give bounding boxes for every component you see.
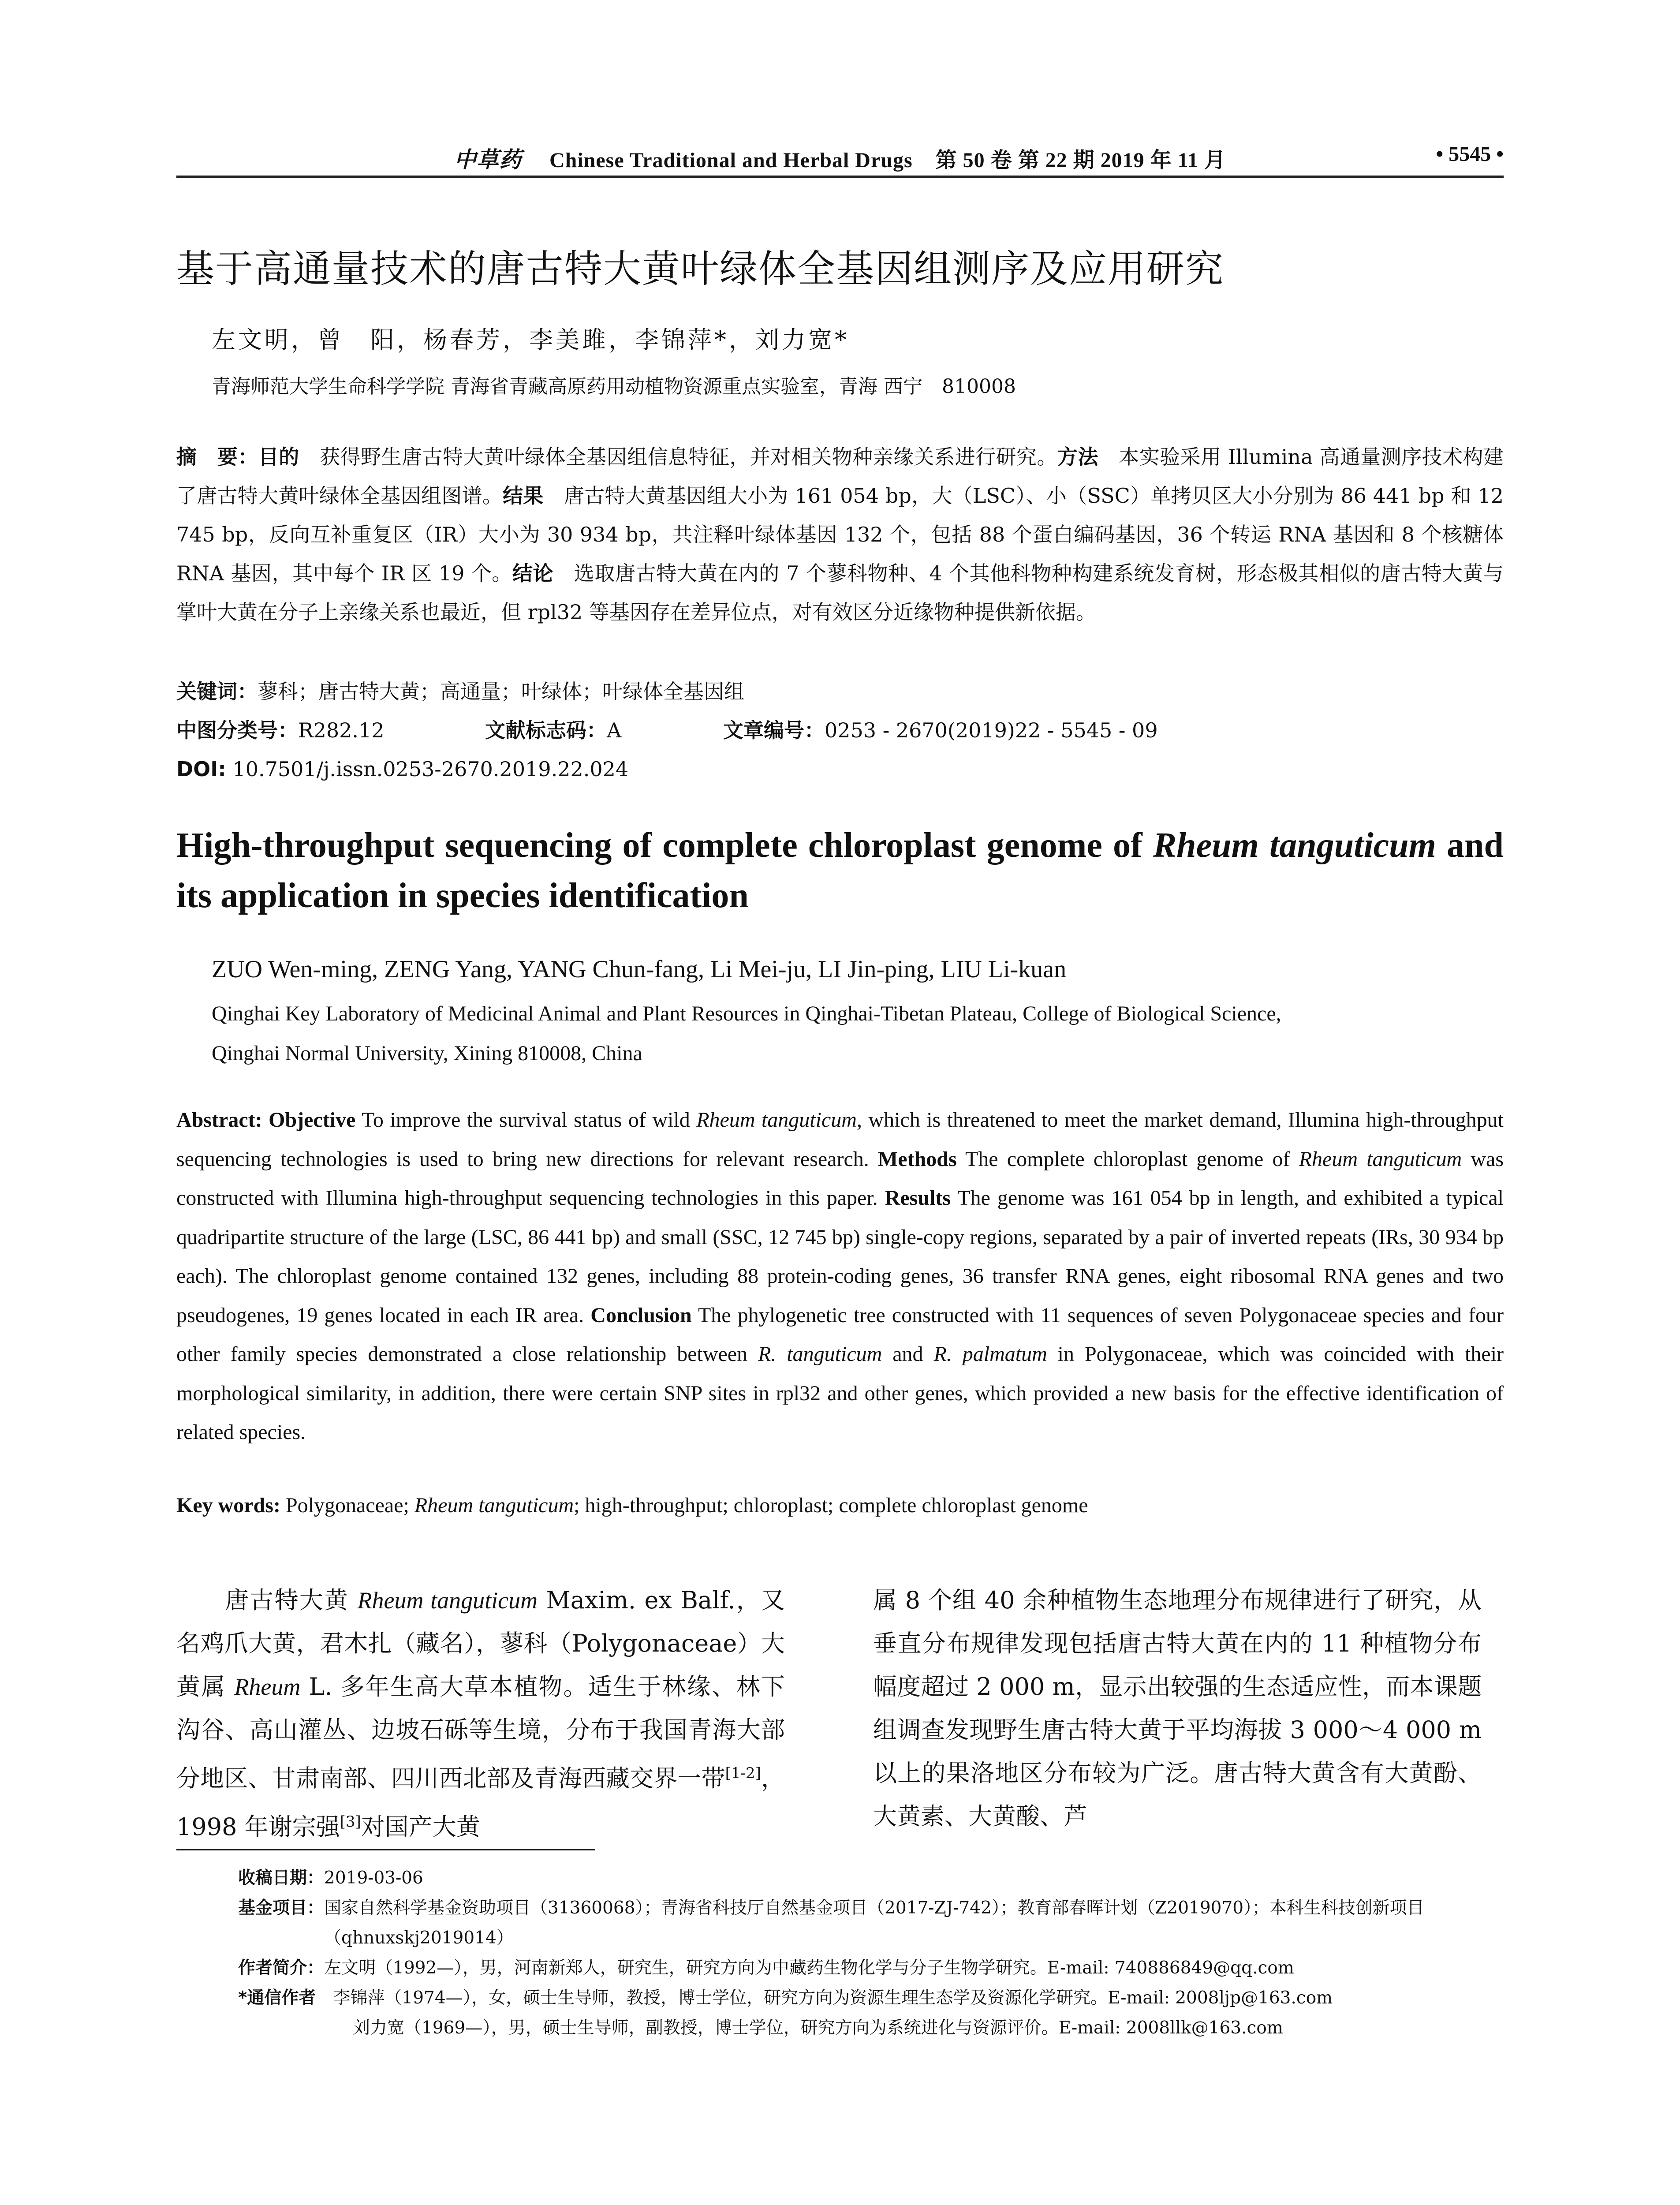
- classification-line: [176, 711, 1504, 750]
- footnote-received-label: 收稿日期：: [238, 1868, 325, 1888]
- footnote-rule: [176, 1849, 595, 1850]
- footnote-fund-label: 基金项目：: [238, 1898, 325, 1918]
- affiliation-en-line1: Qinghai Key Laboratory of Medicinal Animal and Plant Resources in Qinghai-Tibetan Plateau, College of Biological Science,: [212, 1002, 1281, 1025]
- doi-label: DOI:: [176, 757, 226, 781]
- header-rule: [176, 176, 1504, 178]
- abstract-cn-methods: 本实验采用 Illumina 高通量测序技术构建了唐古特大黄叶绿体全基因组图谱。: [176, 445, 1504, 508]
- article-number-value: 0253 - 2670(2019)22 - 5545 - 09: [825, 718, 1158, 742]
- abstract-en-conclusion-species1: R. tanguticum: [758, 1342, 882, 1366]
- affiliation-cn: 青海师范大学生命科学学院 青海省青藏高原药用动植物资源重点实验室，青海 西宁 810008: [212, 375, 1016, 398]
- abstract-cn-methods-label: 方法: [1057, 445, 1098, 469]
- body-left-e: 对国产大黄: [361, 1813, 480, 1841]
- body-column-right: 属 8 个组 40 余种植物生态地理分布规律进行了研究，从垂直分布规律发现包括唐古特大黄在内的 11 种植物分布幅度超过 2 000 m，显示出较强的生态适应性，而本课题组调查发现野生唐古特大黄于平均海拔 3 000～4 000 m 以上的果洛地区分布较为广泛。唐古特大黄含有大黄酚、大黄素、大黄酸、芦: [873, 1586, 1482, 1830]
- footnote-author: [238, 1953, 1504, 1983]
- abstract-en-conclusion-a: The phylogenetic tree constructed with 11 sequences of seven Polygonaceae species and four other family species demonstrated a close relationship between: [176, 1303, 1504, 1366]
- citation-1-2[interactable]: [1-2]: [725, 1764, 761, 1782]
- keywords-en-species: Rheum tanguticum: [414, 1494, 574, 1517]
- footnote-received: [238, 1863, 1504, 1893]
- footnote-corresponding-label: *通信作者: [238, 1988, 333, 2008]
- doi-line: [176, 750, 628, 789]
- title-en-part2: and its application in species identification: [176, 826, 1504, 915]
- footnote-corresponding-2: 刘力宽（1969—），男，硕士生导师，副教授，博士学位，研究方向为系统进化与资源评价。E-mail: 2008llk@163.com: [353, 2018, 1283, 2038]
- page-number: • 5545 •: [1436, 142, 1504, 166]
- footnote-corresponding: [238, 1983, 1504, 2013]
- body-left-genus: Rheum: [234, 1674, 301, 1700]
- footnote-corresponding-1: 李锦萍（1974—），女，硕士生导师，教授，博士学位，研究方向为资源生理生态学及资源化学研究。E-mail: 2008ljp@163.com: [333, 1988, 1333, 2008]
- keywords-en-b: ; high-throughput; chloroplast; complete chloroplast genome: [574, 1494, 1088, 1517]
- footnote-fund-text: 国家自然科学基金资助项目（31360068）；青海省科技厅自然基金项目（2017-ZJ-742）；教育部春晖计划（Z2019070）；本科生科技创新项目（qhnuxskj2019014）: [324, 1898, 1424, 1948]
- journal-name-en: Chinese Traditional and Herbal Drugs: [549, 149, 913, 172]
- authors-cn: 左文明，曾 阳，杨春芳，李美雎，李锦萍*，刘力宽*: [212, 326, 849, 354]
- abstract-cn-label: 摘 要：: [176, 445, 258, 469]
- authors-en: ZUO Wen-ming, ZENG Yang, YANG Chun-fang, Li Mei-ju, LI Jin-ping, LIU Li-kuan: [212, 956, 1067, 983]
- doi-value[interactable]: 10.7501/j.issn.0253-2670.2019.22.024: [232, 757, 629, 781]
- abstract-en-objective-label: Objective: [269, 1108, 356, 1132]
- title-en-species: Rheum tanguticum: [1153, 826, 1436, 865]
- clc-label: 中图分类号：: [176, 718, 298, 742]
- keywords-en-label: Key words:: [176, 1494, 280, 1517]
- abstract-en: [176, 1101, 1504, 1452]
- footnotes: [238, 1863, 1504, 2043]
- footnote-received-text: 2019-03-06: [324, 1868, 423, 1888]
- abstract-en-results: The genome was 161 054 bp in length, and exhibited a typical quadripartite structure of the large (LSC, 86 441 bp) and small (SSC, 12 745 bp) single-copy regions, separated by a pair of inverted repeats (IRs, 30 934 bp each). The chloroplast genome contained 132 genes, including 88 protein-coding genes, 36 transfer RNA genes, eight ribosomal RNA genes and two pseudogenes, 19 genes located in each IR area.: [176, 1186, 1504, 1327]
- keywords-en: [176, 1493, 1088, 1517]
- keywords-cn-text: 蓼科；唐古特大黄；高通量；叶绿体；叶绿体全基因组: [258, 680, 744, 703]
- abstract-cn-results: 唐古特大黄基因组大小为 161 054 bp，大（LSC）、小（SSC）单拷贝区大小分别为 86 441 bp 和 12 745 bp，反向互补重复区（IR）大小为 30 934 bp，共注释叶绿体基因 132 个，包括 88 个蛋白编码基因，36 个转运 RNA 基因和 8 个核糖体 RNA 基因，其中每个 IR 区 19 个。: [176, 484, 1504, 585]
- body-left-c: L. 多年生高大草本植物。适生于林缘、林下沟谷、高山灌丛、边坡石砾等生境，分布于我国青海大部分地区、甘肃南部、四川西北部及青海西藏交界一带: [176, 1673, 785, 1792]
- footnote-author-text: 左文明（1992—），男，河南新郑人，研究生，研究方向为中藏药生物化学与分子生物学研究。E-mail: 740886849@qq.com: [324, 1958, 1294, 1978]
- abstract-en-conclusion-label: Conclusion: [590, 1303, 692, 1327]
- abstract-en-objective-species: Rheum tanguticum: [696, 1108, 857, 1132]
- abstract-cn-objective: 获得野生唐古特大黄叶绿体全基因组信息特征，并对相关物种亲缘关系进行研究。: [299, 445, 1057, 469]
- abstract-en-methods-species: Rheum tanguticum: [1299, 1147, 1462, 1171]
- doc-code-label: 文献标志码：: [485, 718, 607, 742]
- body-left-b: Maxim. ex Balf.，又名鸡爪大黄，君木扎（藏名），蓼科（Polygonaceae）大黄属: [176, 1586, 785, 1700]
- abstract-cn: [176, 437, 1504, 632]
- keywords-cn-label: 关键词：: [176, 680, 258, 703]
- abstract-en-conclusion-b: and: [882, 1342, 934, 1366]
- keywords-cn: [176, 672, 744, 711]
- abstract-cn-conclusion-label: 结论: [512, 561, 554, 585]
- keywords-en-a: Polygonaceae;: [280, 1494, 414, 1517]
- affiliation-en-line2: Qinghai Normal University, Xining 810008, China: [212, 1042, 642, 1065]
- body-column-left: [176, 1579, 785, 1849]
- abstract-en-conclusion-species2: R. palmatum: [933, 1342, 1047, 1366]
- abstract-en-conclusion-c: in Polygonaceae, which was coincided with their morphological similarity, in addition, there were certain SNP sites in rpl32 and other genes, which provided a new basis for the effective identification of related species.: [176, 1342, 1504, 1444]
- journal-logo-cn: 中草药: [454, 147, 522, 172]
- affiliation-en: [212, 994, 1490, 1073]
- body-left-species: Rheum tanguticum: [357, 1587, 538, 1614]
- abstract-cn-objective-label: 目的: [258, 445, 299, 469]
- footnote-author-label: 作者简介：: [238, 1958, 325, 1978]
- footnote-fund: [238, 1893, 1504, 1953]
- citation-3[interactable]: [3]: [340, 1813, 361, 1831]
- title-en: [176, 820, 1504, 921]
- doc-code-value: A: [607, 718, 622, 742]
- running-header: [176, 142, 1504, 172]
- header-journal: [176, 142, 1504, 174]
- body-left-a: 唐古特大黄: [224, 1586, 358, 1614]
- clc-value: R282.12: [298, 718, 385, 742]
- abstract-en-label: Abstract:: [176, 1108, 262, 1132]
- title-cn: 基于高通量技术的唐古特大黄叶绿体全基因组测序及应用研究: [176, 247, 1224, 291]
- abstract-en-methods-a: The complete chloroplast genome of: [956, 1147, 1299, 1171]
- title-en-part1: High-throughput sequencing of complete chloroplast genome of: [176, 826, 1153, 865]
- abstract-en-methods-b: was constructed with Illumina high-throughput sequencing technologies in this paper.: [176, 1147, 1504, 1210]
- body-left-d: ，1998 年谢宗强: [176, 1764, 785, 1841]
- abstract-en-objective-b: , which is threatened to meet the market demand, Illumina high-throughput sequencing technologies is used to bring new directions for relevant research.: [176, 1108, 1504, 1171]
- abstract-cn-results-label: 结果: [503, 484, 544, 508]
- footnote-corresponding-2-line: [238, 2013, 1504, 2043]
- abstract-en-methods-label: Methods: [877, 1147, 957, 1171]
- article-number-label: 文章编号：: [723, 718, 825, 742]
- journal-issue: 第 50 卷 第 22 期 2019 年 11 月: [935, 149, 1226, 172]
- abstract-cn-conclusion: 选取唐古特大黄在内的 7 个蓼科物种、4 个其他科物种构建系统发育树，形态极其相似的唐古特大黄与掌叶大黄在分子上亲缘关系也最近，但 rpl32 等基因存在差异位点，对有效区分近缘物种提供新依据。: [176, 561, 1504, 624]
- abstract-en-results-label: Results: [885, 1186, 951, 1210]
- abstract-en-objective-a: To improve the survival status of wild: [355, 1108, 697, 1132]
